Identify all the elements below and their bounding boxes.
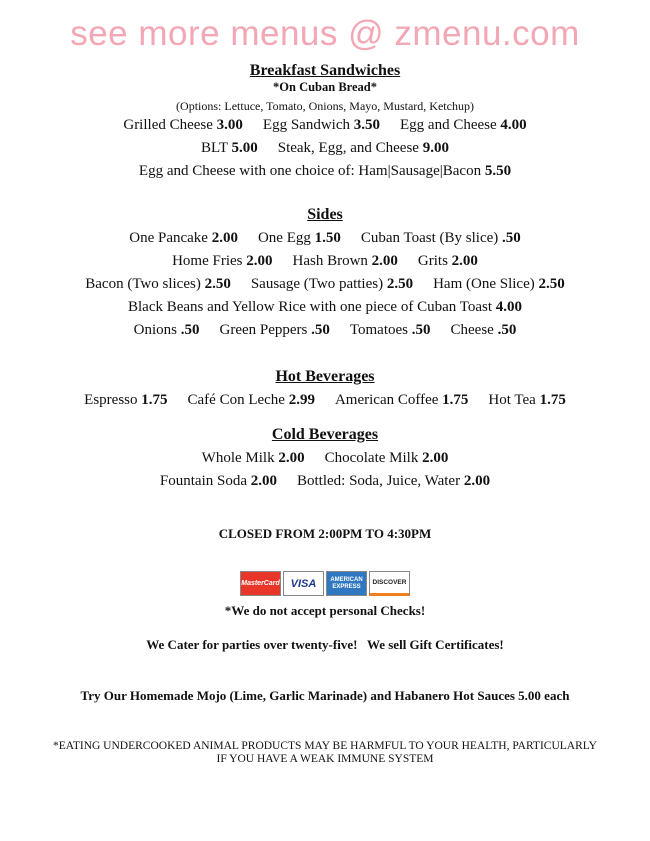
menu-item-price: 2.00	[246, 253, 273, 269]
visa-logo: VISA	[283, 571, 324, 596]
sides-section	[0, 206, 650, 342]
menu-item-name: Ham (One Slice)	[433, 276, 535, 292]
menu-item	[418, 250, 478, 273]
menu-item-name: Espresso	[84, 392, 138, 408]
menu-item	[129, 227, 238, 250]
menu-item-name: Bottled: Soda, Juice, Water	[297, 473, 461, 489]
menu-item	[220, 319, 330, 342]
menu-item	[350, 319, 431, 342]
menu-item-name: Grits	[417, 253, 448, 269]
menu-item	[202, 447, 305, 470]
menu-item-price: 4.00	[495, 299, 523, 315]
menu-item-price: 1.50	[314, 230, 341, 246]
menu-row	[0, 160, 650, 183]
menu-row	[0, 114, 650, 137]
menu-item-name: Egg and Cheese	[400, 117, 497, 133]
breakfast-title: Breakfast Sandwiches	[249, 62, 401, 79]
breakfast-subtitle: *On Cuban Bread*	[273, 80, 377, 94]
menu-item	[188, 389, 315, 412]
menu-item	[433, 273, 565, 296]
menu-item	[297, 470, 490, 493]
menu-item-name: Cuban Toast (By slice)	[360, 230, 499, 246]
menu-item-name: Cheese	[450, 322, 494, 338]
menu-item-price: .50	[497, 322, 517, 338]
menu-item-price: 2.50	[386, 276, 414, 292]
menu-item	[400, 114, 527, 137]
health-warning-line2: IF YOU HAVE A WEAK IMMUNE SYSTEM	[216, 753, 434, 765]
menu-row	[0, 470, 650, 493]
menu-item-name: Egg Sandwich	[262, 117, 354, 133]
menu-item-price: 2.50	[538, 276, 565, 292]
menu-item-price: 5.50	[484, 163, 512, 179]
menu-item-name: Café Con Leche	[187, 392, 285, 408]
menu-item	[172, 250, 272, 273]
menu-item	[139, 160, 511, 183]
menu-item-name: Home Fries	[172, 253, 243, 269]
cold-title: Cold Beverages	[271, 426, 379, 443]
breakfast-options: (Options: Lettuce, Tomato, Onions, Mayo, Mustard, Ketchup)	[176, 99, 474, 113]
catering-note: We Cater for parties over twenty-five! We sell Gift Certificates!	[146, 637, 504, 652]
menu-item-price: 2.00	[211, 230, 238, 246]
discover-logo: DISCOVER	[369, 571, 410, 596]
menu-item-price: 4.00	[500, 117, 527, 133]
mastercard-logo: MasterCard	[240, 571, 281, 596]
health-warning-line1: *EATING UNDERCOOKED ANIMAL PRODUCTS MAY BE HARMFUL TO YOUR HEALTH, PARTICULARLY	[53, 740, 597, 752]
menu-item-price: 5.00	[231, 140, 258, 156]
menu-row	[0, 447, 650, 470]
menu-item-name: Hot Tea	[488, 392, 536, 408]
menu-item-price: .50	[411, 322, 431, 338]
menu-item-price: 2.50	[204, 276, 231, 292]
menu-item-price: 1.75	[539, 392, 566, 408]
menu-item-price: .50	[502, 230, 521, 246]
menu-item	[263, 114, 380, 137]
menu-item-price: 2.00	[463, 473, 491, 489]
sides-title: Sides	[307, 206, 343, 223]
menu-item	[258, 227, 341, 250]
menu-item-name: One Pancake	[129, 230, 208, 246]
menu-item	[134, 319, 200, 342]
menu-item	[335, 389, 468, 412]
hot-section	[0, 368, 650, 412]
payment-cards	[0, 571, 650, 596]
menu-item-name: Green Peppers	[219, 322, 308, 338]
menu-item-price: 2.00	[451, 253, 478, 269]
menu-item-name: Whole Milk	[201, 450, 275, 466]
menu-item-price: .50	[311, 322, 330, 338]
menu-item	[201, 137, 258, 160]
breakfast-section	[0, 62, 650, 183]
health-warning	[0, 740, 650, 766]
menu-item	[85, 273, 231, 296]
menu-item-name: Onions	[133, 322, 177, 338]
menu-item	[293, 250, 398, 273]
menu-row	[0, 137, 650, 160]
menu-item	[84, 389, 167, 412]
menu-item	[160, 470, 277, 493]
menu-row	[0, 227, 650, 250]
amex-logo: AMERICAN EXPRESS	[326, 571, 367, 596]
breakfast-rows	[0, 114, 650, 183]
menu-item	[251, 273, 413, 296]
watermark: see more menus @ zmenu.com	[70, 14, 580, 53]
hot-rows	[0, 389, 650, 412]
sides-rows	[0, 227, 650, 342]
closed-hours: CLOSED FROM 2:00PM TO 4:30PM	[218, 526, 432, 541]
menu-item-name: Chocolate Milk	[324, 450, 419, 466]
menu-item-name: Fountain Soda	[159, 473, 247, 489]
menu-item	[123, 114, 243, 137]
menu-item-price: 9.00	[422, 140, 449, 156]
menu-item	[488, 389, 565, 412]
menu-row	[0, 389, 650, 412]
menu-item-name: Steak, Egg, and Cheese	[277, 140, 419, 156]
menu-item-price: 2.00	[371, 253, 398, 269]
menu-item-name: Sausage (Two patties)	[250, 276, 384, 292]
menu-row	[0, 250, 650, 273]
menu-row	[0, 273, 650, 296]
menu-item-name: BLT	[201, 140, 228, 156]
menu-item-price: 1.75	[442, 392, 469, 408]
menu-item-name: Hash Brown	[292, 253, 368, 269]
menu-item-name: American Coffee	[334, 392, 439, 408]
no-checks-note: *We do not accept personal Checks!	[224, 603, 426, 618]
sauces-note: Try Our Homemade Mojo (Lime, Garlic Marinade) and Habanero Hot Sauces 5.00 each	[80, 688, 570, 703]
menu-item-price: .50	[180, 322, 200, 338]
menu-item-price: 1.75	[141, 392, 168, 408]
menu-item	[451, 319, 517, 342]
menu-item-price: 2.00	[422, 450, 449, 466]
menu-item-name: Tomatoes	[349, 322, 408, 338]
menu-item-price: 3.00	[216, 117, 243, 133]
menu-item	[361, 227, 521, 250]
menu-item-price: 2.99	[288, 392, 315, 408]
menu-item	[325, 447, 449, 470]
menu-item-price: 3.50	[353, 117, 380, 133]
hot-title: Hot Beverages	[275, 368, 375, 385]
menu-item-name: Bacon (Two slices)	[85, 276, 201, 292]
menu-item-name: Egg and Cheese with one choice of: Ham|Sausage|Bacon	[138, 163, 482, 179]
cold-rows	[0, 447, 650, 493]
menu-item-name: One Egg	[257, 230, 311, 246]
menu-item-name: Grilled Cheese	[123, 117, 213, 133]
cold-section	[0, 426, 650, 493]
menu-item	[128, 296, 522, 319]
menu-row	[0, 296, 650, 319]
menu-item	[278, 137, 449, 160]
menu-item-price: 2.00	[278, 450, 305, 466]
menu-item-price: 2.00	[250, 473, 277, 489]
menu-row	[0, 319, 650, 342]
menu-item-name: Black Beans and Yellow Rice with one piece of Cuban Toast	[127, 299, 493, 315]
